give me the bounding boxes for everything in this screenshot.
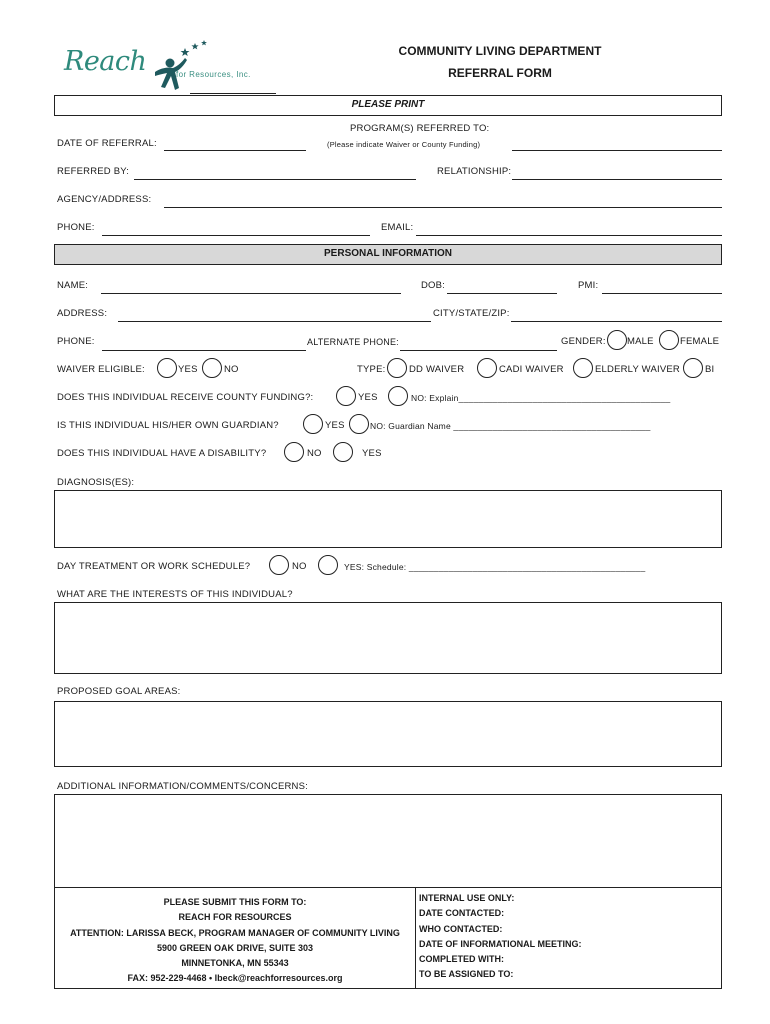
- interests-question: WHAT ARE THE INTERESTS OF THIS INDIVIDUAL?: [57, 589, 293, 600]
- referred-by-label: REFERRED BY:: [57, 166, 130, 177]
- type-dd-waiver-label: DD WAIVER: [409, 364, 465, 375]
- type-bi-radio[interactable]: [683, 358, 703, 378]
- program-hint-label: (Please indicate Waiver or County Funding): [327, 140, 481, 149]
- waiver-eligible-no-radio[interactable]: [202, 358, 222, 378]
- type-elderly-waiver-radio[interactable]: [573, 358, 593, 378]
- interests-textarea[interactable]: [54, 602, 722, 674]
- waiver-eligible-yes-radio[interactable]: [157, 358, 177, 378]
- guardian-yes-radio[interactable]: [303, 414, 323, 434]
- relationship-label: RELATIONSHIP:: [437, 166, 512, 177]
- please-print-bar: [54, 95, 722, 116]
- diagnoses-label: DIAGNOSIS(ES):: [57, 477, 135, 488]
- type-bi-label: BI: [705, 364, 715, 375]
- form-title-referral: REFERRAL FORM: [448, 66, 552, 80]
- disability-no-label: NO: [307, 448, 322, 459]
- agency-address-label: AGENCY/ADDRESS:: [57, 194, 152, 205]
- date-of-referral-label: DATE OF REFERRAL:: [57, 138, 157, 149]
- internal-line: TO BE ASSIGNED TO:: [419, 969, 514, 980]
- dob-label: DOB:: [421, 280, 446, 291]
- logo-figure-icon: [145, 38, 215, 94]
- county-funding-yes-radio[interactable]: [336, 386, 356, 406]
- day-treatment-yes-radio[interactable]: [318, 555, 338, 575]
- address-field[interactable]: [118, 310, 431, 322]
- referrer-phone-label: PHONE:: [57, 222, 95, 233]
- internal-line: WHO CONTACTED:: [419, 923, 503, 934]
- gender-female-radio[interactable]: [659, 330, 679, 350]
- disability-no-radio[interactable]: [284, 442, 304, 462]
- internal-line: DATE OF INFORMATIONAL MEETING:: [419, 938, 582, 949]
- submit-line: ATTENTION: LARISSA BECK, PROGRAM MANAGER OF COMMUNITY LIVING: [70, 927, 400, 938]
- city-state-zip-field[interactable]: [511, 310, 722, 322]
- city-state-zip-label: CITY/STATE/ZIP:: [433, 308, 510, 319]
- waiver-eligible-label: WAIVER ELIGIBLE:: [57, 364, 145, 375]
- type-label: TYPE:: [357, 364, 386, 375]
- relationship-field[interactable]: [512, 168, 722, 180]
- guardian-no-radio[interactable]: [349, 414, 369, 434]
- goal-areas-label: PROPOSED GOAL AREAS:: [57, 686, 181, 697]
- guardian-yes-label: YES: [325, 420, 345, 431]
- goal-areas-textarea[interactable]: [54, 701, 722, 767]
- referred-by-field[interactable]: [134, 168, 416, 180]
- type-cadi-waiver-label: CADI WAIVER: [499, 364, 564, 375]
- logo-subtitle: for Resources, Inc.: [176, 70, 251, 79]
- county-funding-question: DOES THIS INDIVIDUAL RECEIVE COUNTY FUNDING?:: [57, 392, 314, 403]
- gender-label: GENDER:: [561, 336, 606, 347]
- additional-info-label: ADDITIONAL INFORMATION/COMMENTS/CONCERNS:: [57, 781, 308, 792]
- pmi-label: PMI:: [578, 280, 599, 291]
- dob-field[interactable]: [447, 282, 557, 294]
- gender-male-label: MALE: [627, 336, 654, 347]
- footer-box: [54, 887, 722, 989]
- submit-line: MINNETONKA, MN 55343: [181, 958, 289, 969]
- guardian-question: IS THIS INDIVIDUAL HIS/HER OWN GUARDIAN?: [57, 420, 279, 431]
- internal-line: INTERNAL USE ONLY:: [419, 893, 515, 903]
- name-label: NAME:: [57, 280, 89, 291]
- email-field[interactable]: [416, 224, 722, 236]
- email-label: EMAIL:: [381, 222, 414, 233]
- guardian-no-name[interactable]: NO: Guardian Name ________________________________________: [370, 421, 651, 431]
- waiver-eligible-no-label: NO: [224, 364, 239, 375]
- county-funding-no-explain[interactable]: NO: Explain___________________________________________: [411, 393, 671, 403]
- date-of-referral-field[interactable]: [164, 139, 306, 151]
- day-treatment-question: DAY TREATMENT OR WORK SCHEDULE?: [57, 561, 251, 572]
- disability-yes-radio[interactable]: [333, 442, 353, 462]
- submit-instructions: [55, 888, 416, 988]
- day-treatment-no-radio[interactable]: [269, 555, 289, 575]
- type-elderly-waiver-label: ELDERLY WAIVER: [595, 364, 680, 375]
- alternate-phone-label: ALTERNATE PHONE:: [307, 337, 399, 347]
- referrer-phone-field[interactable]: [102, 224, 370, 236]
- gender-male-radio[interactable]: [607, 330, 627, 350]
- additional-info-textarea[interactable]: [54, 794, 722, 888]
- logo-underline: [190, 93, 276, 94]
- waiver-eligible-yes-label: YES: [178, 364, 198, 375]
- type-cadi-waiver-radio[interactable]: [477, 358, 497, 378]
- diagnoses-textarea[interactable]: [54, 490, 722, 548]
- alternate-phone-field[interactable]: [400, 339, 557, 351]
- disability-question: DOES THIS INDIVIDUAL HAVE A DISABILITY?: [57, 448, 267, 459]
- submit-line: PLEASE SUBMIT THIS FORM TO:: [163, 897, 307, 907]
- pmi-field[interactable]: [602, 282, 722, 294]
- submit-contact-line: FAX: 952-229-4468 • lbeck@reachforresources.org: [127, 973, 343, 984]
- personal-info-bar: [54, 244, 722, 265]
- submit-line: 5900 GREEN OAK DRIVE, SUITE 303: [156, 942, 314, 953]
- name-field[interactable]: [101, 282, 401, 294]
- please-print-label: PLEASE PRINT: [351, 99, 425, 110]
- phone-field[interactable]: [102, 339, 306, 351]
- internal-use-section: [419, 891, 582, 983]
- form-title-department: COMMUNITY LIVING DEPARTMENT: [398, 44, 602, 58]
- logo-text: Reach: [64, 46, 147, 77]
- day-treatment-no-label: NO: [292, 561, 307, 572]
- type-dd-waiver-radio[interactable]: [387, 358, 407, 378]
- phone-label: PHONE:: [57, 336, 95, 347]
- day-treatment-yes-schedule[interactable]: YES: Schedule: ________________________________________________: [344, 562, 646, 572]
- county-funding-no-radio[interactable]: [388, 386, 408, 406]
- county-funding-yes-label: YES: [358, 392, 378, 403]
- disability-yes-label: YES: [362, 448, 382, 459]
- personal-info-label: PERSONAL INFORMATION: [324, 248, 452, 259]
- internal-line: COMPLETED WITH:: [419, 954, 504, 965]
- address-label: ADDRESS:: [57, 308, 108, 319]
- gender-female-label: FEMALE: [680, 336, 720, 347]
- internal-line: DATE CONTACTED:: [419, 908, 505, 919]
- agency-address-field[interactable]: [164, 196, 722, 208]
- program-referred-label: PROGRAM(S) REFERRED TO:: [350, 123, 490, 134]
- submit-line: REACH FOR RESOURCES: [178, 912, 292, 923]
- program-referred-field[interactable]: [512, 139, 722, 151]
